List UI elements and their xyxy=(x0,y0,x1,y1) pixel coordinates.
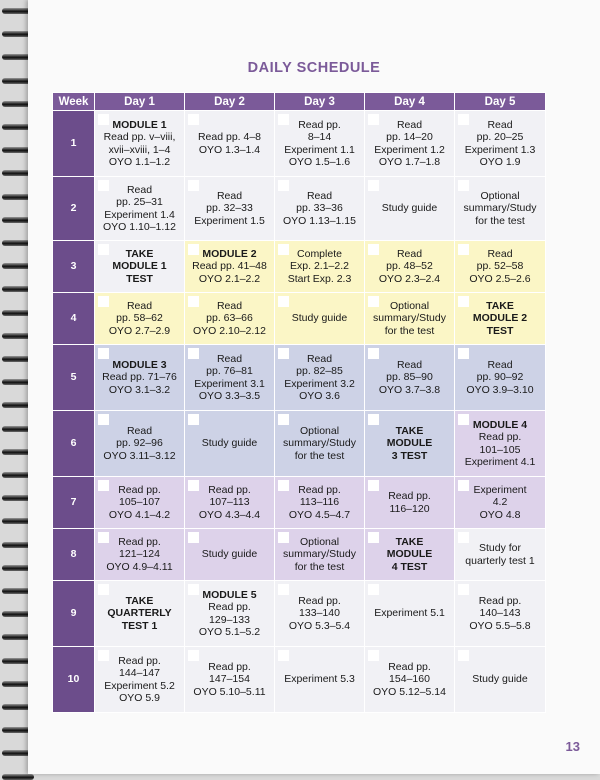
schedule-cell xyxy=(275,111,365,177)
cell-text: Read pp. 82–85 Experiment 3.2 OYO 3.6 xyxy=(284,352,355,402)
cell-text: TAKE MODULE 1 TEST xyxy=(112,247,167,285)
cell-text: Read pp. 58–62 OYO 2.7–2.9 xyxy=(108,299,171,337)
checkbox-icon[interactable] xyxy=(368,414,379,425)
schedule-cell xyxy=(365,293,455,345)
schedule-cell xyxy=(95,647,185,713)
column-header-day-3: Day 3 xyxy=(275,93,365,111)
cell-text: Read pp. 8–14 Experiment 1.1 OYO 1.5–1.6 xyxy=(284,118,355,168)
week-number: 2 xyxy=(53,177,95,241)
schedule-cell xyxy=(455,647,546,713)
schedule-table xyxy=(52,92,546,713)
schedule-cell xyxy=(275,293,365,345)
schedule-cell xyxy=(95,345,185,411)
cell-text: Read pp. 121–124 OYO 4.9–4.11 xyxy=(106,535,173,573)
schedule-cell xyxy=(455,411,546,477)
cell-text: Read pp. 154–160 OYO 5.12–5.14 xyxy=(373,660,446,698)
checkbox-icon[interactable] xyxy=(98,414,109,425)
table-row xyxy=(53,241,546,293)
schedule-cell xyxy=(455,177,546,241)
schedule-cell xyxy=(365,411,455,477)
schedule-cell xyxy=(185,477,275,529)
page-number: 13 xyxy=(565,739,580,754)
schedule-cell xyxy=(185,293,275,345)
checkbox-icon[interactable] xyxy=(458,180,469,191)
cell-text: Read pp. 144–147 Experiment 5.2 OYO 5.9 xyxy=(104,654,175,704)
column-header-day-2: Day 2 xyxy=(185,93,275,111)
checkbox-icon[interactable] xyxy=(278,584,289,595)
schedule-cell xyxy=(95,581,185,647)
checkbox-icon[interactable] xyxy=(98,244,109,255)
schedule-cell xyxy=(455,477,546,529)
schedule-cell xyxy=(365,345,455,411)
checkbox-icon[interactable] xyxy=(188,348,199,359)
checkbox-icon[interactable] xyxy=(278,532,289,543)
checkbox-icon[interactable] xyxy=(98,348,109,359)
schedule-cell xyxy=(275,345,365,411)
schedule-cell xyxy=(185,529,275,581)
column-header-day-5: Day 5 xyxy=(455,93,546,111)
cell-text: Read pp. 20–25 Experiment 1.3 OYO 1.9 xyxy=(464,118,536,168)
schedule-cell xyxy=(185,647,275,713)
cell-text: MODULE 2 Read pp. 41–48 OYO 2.1–2.2 xyxy=(192,247,267,285)
cell-text: Read pp. 25–31 Experiment 1.4 OYO 1.10–1.12 xyxy=(103,183,176,233)
checkbox-icon[interactable] xyxy=(368,296,379,307)
schedule-cell xyxy=(365,477,455,529)
header-row xyxy=(53,93,546,111)
schedule-cell xyxy=(275,529,365,581)
cell-text: Read pp. 105–107 OYO 4.1–4.2 xyxy=(108,483,171,521)
week-number: 10 xyxy=(53,647,95,713)
cell-text: Complete Exp. 2.1–2.2 Start Exp. 2.3 xyxy=(287,247,352,285)
schedule-cell xyxy=(455,241,546,293)
checkbox-icon[interactable] xyxy=(458,650,469,661)
schedule-cell xyxy=(455,293,546,345)
cell-text: Study guide xyxy=(291,312,348,325)
week-number: 3 xyxy=(53,241,95,293)
schedule-cell xyxy=(365,529,455,581)
checkbox-icon[interactable] xyxy=(98,532,109,543)
cell-text: Read pp. 113–116 OYO 4.5–4.7 xyxy=(288,483,351,521)
checkbox-icon[interactable] xyxy=(458,532,469,543)
schedule-cell xyxy=(455,581,546,647)
week-number: 1 xyxy=(53,111,95,177)
cell-text: Read pp. 140–143 OYO 5.5–5.8 xyxy=(469,594,531,632)
schedule-cell xyxy=(365,241,455,293)
table-row xyxy=(53,111,546,177)
column-header-day-1: Day 1 xyxy=(95,93,185,111)
schedule-cell xyxy=(185,111,275,177)
checkbox-icon[interactable] xyxy=(188,414,199,425)
page-title: DAILY SCHEDULE xyxy=(247,60,381,76)
cell-text: Read pp. 85–90 OYO 3.7–3.8 xyxy=(378,358,441,396)
checkbox-icon[interactable] xyxy=(278,348,289,359)
table-row xyxy=(53,581,546,647)
checkbox-icon[interactable] xyxy=(98,180,109,191)
checkbox-icon[interactable] xyxy=(188,480,199,491)
schedule-cell xyxy=(185,345,275,411)
column-header-week: Week xyxy=(53,93,95,111)
cell-text: Read pp. 4–8 OYO 1.3–1.4 xyxy=(197,131,262,156)
cell-text: TAKE QUARTERLY TEST 1 xyxy=(107,594,172,632)
checkbox-icon[interactable] xyxy=(278,244,289,255)
checkbox-icon[interactable] xyxy=(368,180,379,191)
checkbox-icon[interactable] xyxy=(368,650,379,661)
cell-text: Experiment 4.2 OYO 4.8 xyxy=(473,483,527,521)
table-row xyxy=(53,293,546,345)
checkbox-icon[interactable] xyxy=(368,244,379,255)
table-row xyxy=(53,411,546,477)
checkbox-icon[interactable] xyxy=(368,584,379,595)
cell-text: Read pp. 63–66 OYO 2.10–2.12 xyxy=(193,299,266,337)
cell-text: Read pp. 52–58 OYO 2.5–2.6 xyxy=(469,247,531,285)
cell-text: Optional summary/Study for the test xyxy=(283,424,356,462)
cell-text: Optional summary/Study for the test xyxy=(463,189,537,227)
checkbox-icon[interactable] xyxy=(98,296,109,307)
schedule-cell xyxy=(275,241,365,293)
schedule-cell xyxy=(365,581,455,647)
checkbox-icon[interactable] xyxy=(188,180,199,191)
schedule-cell xyxy=(275,177,365,241)
schedule-cell xyxy=(455,529,546,581)
checkbox-icon[interactable] xyxy=(188,244,199,255)
cell-text: TAKE MODULE 2 TEST xyxy=(472,299,528,337)
schedule-cell xyxy=(95,411,185,477)
cell-text: Read pp. 33–36 OYO 1.13–1.15 xyxy=(283,189,356,227)
cell-text: MODULE 5 Read pp. 129–133 OYO 5.1–5.2 xyxy=(198,588,261,638)
cell-text: Read pp. 133–140 OYO 5.3–5.4 xyxy=(288,594,351,632)
checkbox-icon[interactable] xyxy=(278,414,289,425)
checkbox-icon[interactable] xyxy=(458,584,469,595)
cell-text: TAKE MODULE 3 TEST xyxy=(386,424,433,462)
cell-text: TAKE MODULE 4 TEST xyxy=(386,535,433,573)
checkbox-icon[interactable] xyxy=(458,114,469,125)
cell-text: Optional summary/Study for the test xyxy=(373,299,446,337)
schedule-cell xyxy=(95,177,185,241)
schedule-cell xyxy=(95,529,185,581)
checkbox-icon[interactable] xyxy=(458,296,469,307)
checkbox-icon[interactable] xyxy=(188,584,199,595)
schedule-cell xyxy=(95,293,185,345)
cell-text: Read pp. 147–154 OYO 5.10–5.11 xyxy=(193,660,266,698)
binding-coil xyxy=(2,774,34,780)
cell-text: Study guide xyxy=(201,548,258,561)
checkbox-icon[interactable] xyxy=(98,114,109,125)
cell-text: MODULE 3 Read pp. 71–76 OYO 3.1–3.2 xyxy=(102,358,177,396)
week-number: 7 xyxy=(53,477,95,529)
checkbox-icon[interactable] xyxy=(188,650,199,661)
cell-text: Study guide xyxy=(381,202,438,215)
table-row xyxy=(53,177,546,241)
cell-text: Read pp. 76–81 Experiment 3.1 OYO 3.3–3.5 xyxy=(194,352,265,402)
cell-text: Read pp. 32–33 Experiment 1.5 xyxy=(194,189,265,227)
schedule-cell xyxy=(275,477,365,529)
schedule-cell xyxy=(185,177,275,241)
cell-text: Study guide xyxy=(201,437,258,450)
checkbox-icon[interactable] xyxy=(278,296,289,307)
checkbox-icon[interactable] xyxy=(278,180,289,191)
checkbox-icon[interactable] xyxy=(368,114,379,125)
schedule-cell xyxy=(185,411,275,477)
checkbox-icon[interactable] xyxy=(188,532,199,543)
week-number: 5 xyxy=(53,345,95,411)
schedule-cell xyxy=(455,111,546,177)
checkbox-icon[interactable] xyxy=(278,480,289,491)
schedule-cell xyxy=(365,647,455,713)
cell-text: MODULE 4 Read pp. 101–105 Experiment 4.1 xyxy=(464,418,536,468)
table-row xyxy=(53,477,546,529)
week-number: 8 xyxy=(53,529,95,581)
checkbox-icon[interactable] xyxy=(98,584,109,595)
cell-text: Study guide xyxy=(472,673,528,686)
checkbox-icon[interactable] xyxy=(98,650,109,661)
cell-text: Read pp. 116–120 xyxy=(388,490,431,515)
checkbox-icon[interactable] xyxy=(458,348,469,359)
cell-text: MODULE 1 Read pp. v–viii, xvii–xviii, 1–4 OYO 1.1–1.2 xyxy=(103,118,176,168)
checkbox-icon[interactable] xyxy=(458,244,469,255)
checkbox-icon[interactable] xyxy=(368,348,379,359)
checkbox-icon[interactable] xyxy=(278,650,289,661)
cell-text: Read pp. 90–92 OYO 3.9–3.10 xyxy=(466,358,534,396)
checkbox-icon[interactable] xyxy=(368,480,379,491)
schedule-cell xyxy=(95,241,185,293)
checkbox-icon[interactable] xyxy=(188,296,199,307)
table-row xyxy=(53,647,546,713)
column-header-day-4: Day 4 xyxy=(365,93,455,111)
cell-text: Optional summary/Study for the test xyxy=(283,535,356,573)
schedule-cell xyxy=(275,581,365,647)
schedule-cell xyxy=(95,477,185,529)
checkbox-icon[interactable] xyxy=(188,114,199,125)
cell-text: Read pp. 92–96 OYO 3.11–3.12 xyxy=(103,424,176,462)
week-number: 4 xyxy=(53,293,95,345)
schedule-cell xyxy=(275,647,365,713)
cell-text: Study for quarterly test 1 xyxy=(465,542,535,567)
cell-text: Read pp. 14–20 Experiment 1.2 OYO 1.7–1.8 xyxy=(374,118,445,168)
week-number: 9 xyxy=(53,581,95,647)
checkbox-icon[interactable] xyxy=(278,114,289,125)
table-row xyxy=(53,345,546,411)
cell-text: Experiment 5.3 xyxy=(284,673,355,686)
schedule-cell xyxy=(95,111,185,177)
schedule-cell xyxy=(455,345,546,411)
schedule-cell xyxy=(185,241,275,293)
schedule-cell xyxy=(185,581,275,647)
cell-text: Read pp. 107–113 OYO 4.3–4.4 xyxy=(198,483,261,521)
checkbox-icon[interactable] xyxy=(458,480,469,491)
week-number: 6 xyxy=(53,411,95,477)
checkbox-icon[interactable] xyxy=(98,480,109,491)
checkbox-icon[interactable] xyxy=(458,414,469,425)
cell-text: Experiment 5.1 xyxy=(374,607,445,620)
schedule-cell xyxy=(365,177,455,241)
schedule-cell xyxy=(365,111,455,177)
checkbox-icon[interactable] xyxy=(368,532,379,543)
table-row xyxy=(53,529,546,581)
schedule-cell xyxy=(275,411,365,477)
schedule-body xyxy=(53,111,546,713)
cell-text: Read pp. 48–52 OYO 2.3–2.4 xyxy=(378,247,441,285)
